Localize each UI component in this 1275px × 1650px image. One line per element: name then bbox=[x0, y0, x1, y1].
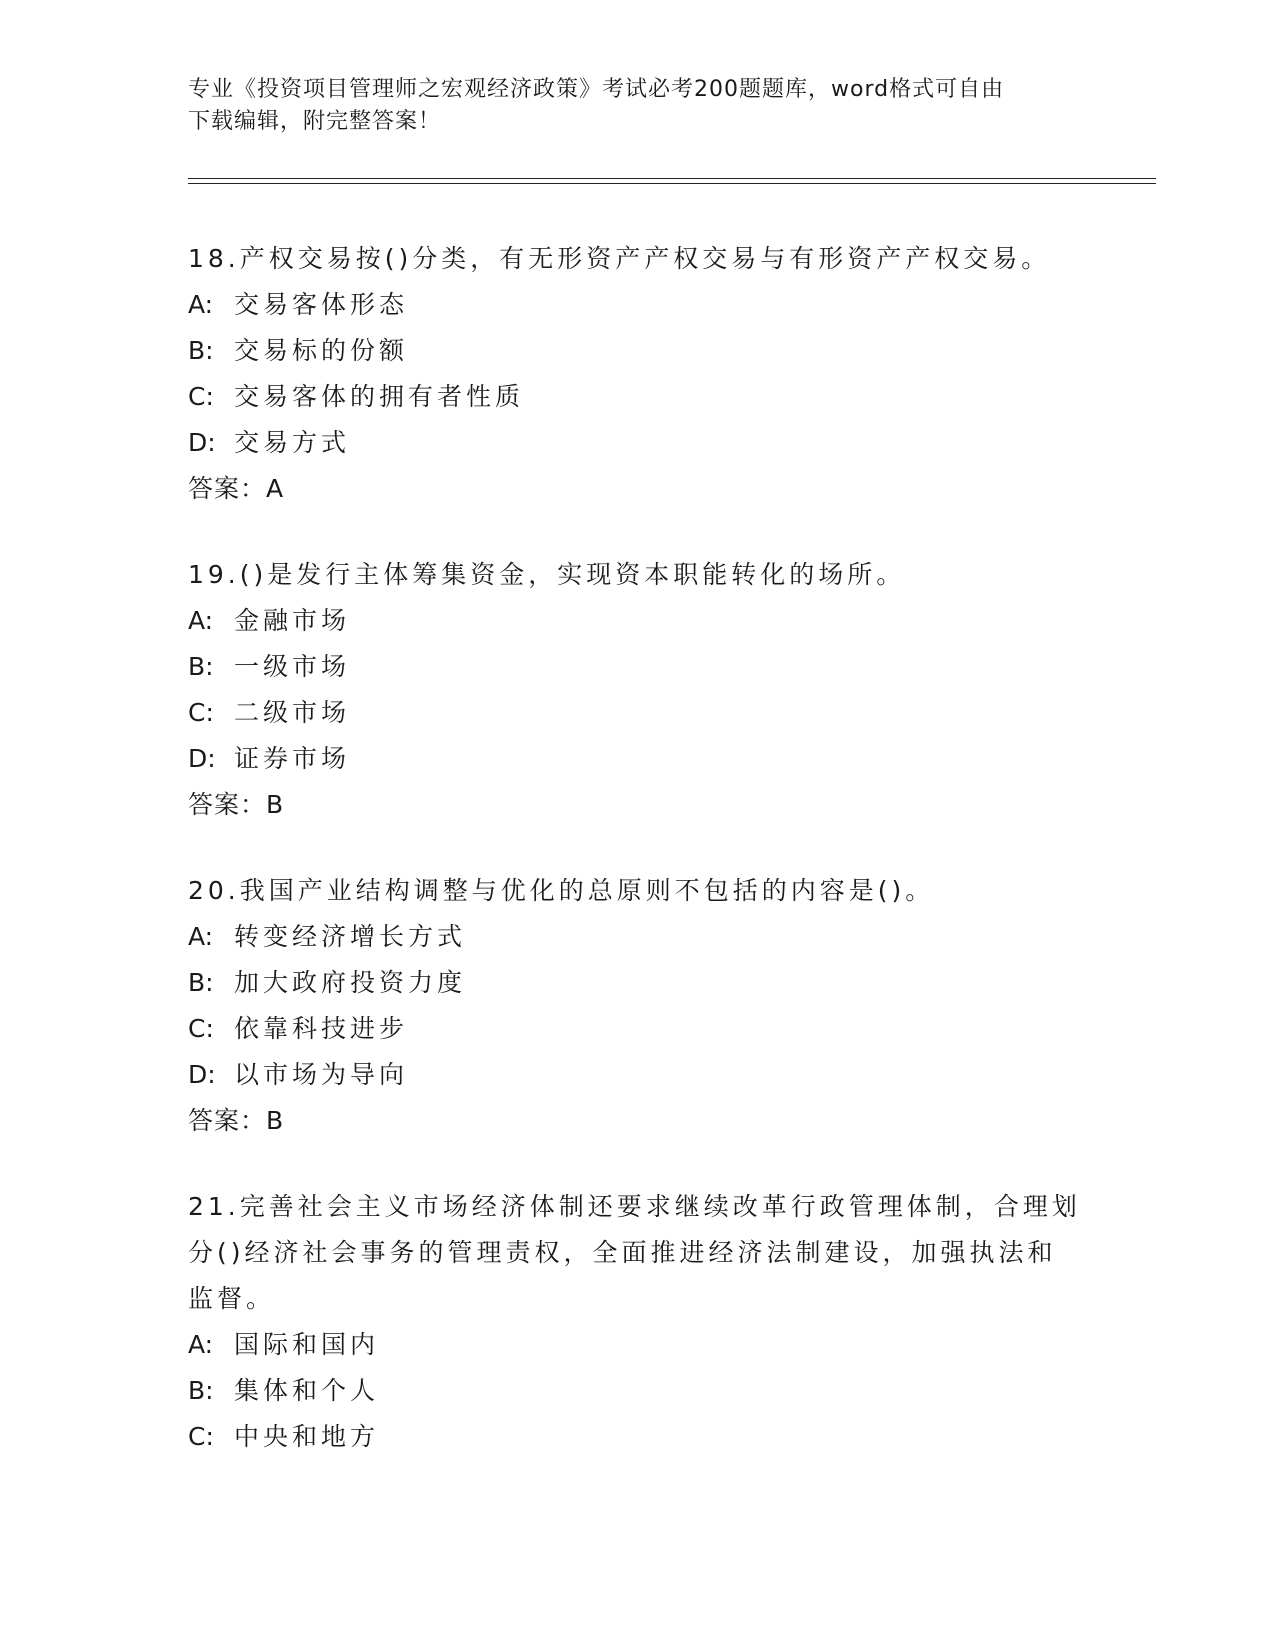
answer-line: 答案：A bbox=[188, 474, 285, 503]
option-letter: D: bbox=[188, 744, 216, 773]
option-b bbox=[188, 960, 1088, 1006]
option-c bbox=[188, 1414, 1088, 1460]
option-letter: C: bbox=[188, 1014, 214, 1043]
option-letter: A: bbox=[188, 606, 214, 635]
option-letter: C: bbox=[188, 382, 214, 411]
option-a bbox=[188, 914, 1088, 960]
option-d bbox=[188, 1052, 1088, 1098]
option-text: 证券市场 bbox=[234, 744, 351, 773]
question-stem-line-3: 监督。 bbox=[188, 1284, 276, 1313]
option-letter: B: bbox=[188, 968, 214, 997]
option-text: 集体和个人 bbox=[234, 1376, 380, 1405]
option-text: 交易客体的拥有者性质 bbox=[234, 382, 525, 411]
option-letter: C: bbox=[188, 698, 214, 727]
option-letter: A: bbox=[188, 922, 214, 951]
option-letter: D: bbox=[188, 1060, 216, 1089]
option-text: 以市场为导向 bbox=[234, 1060, 409, 1089]
question-list bbox=[188, 236, 1088, 1500]
option-c bbox=[188, 374, 1088, 420]
question-18 bbox=[188, 236, 1088, 512]
option-text: 转变经济增长方式 bbox=[234, 922, 467, 951]
option-letter: D: bbox=[188, 428, 216, 457]
header-rule-bottom bbox=[188, 183, 1156, 184]
option-d bbox=[188, 420, 1088, 466]
header-line-2: 下载编辑，附完整答案！ bbox=[188, 109, 442, 134]
option-text: 加大政府投资力度 bbox=[234, 968, 467, 997]
option-letter: B: bbox=[188, 652, 214, 681]
option-text: 金融市场 bbox=[234, 606, 351, 635]
option-text: 交易客体形态 bbox=[234, 290, 409, 319]
option-c bbox=[188, 690, 1088, 736]
option-letter: B: bbox=[188, 1376, 214, 1405]
option-text: 交易方式 bbox=[234, 428, 351, 457]
question-stem: 18.产权交易按()分类，有无形资产产权交易与有形资产产权交易。 bbox=[188, 244, 1051, 273]
question-stem-line-2: 分()经济社会事务的管理责权，全面推进经济法制建设，加强执法和 bbox=[188, 1238, 1057, 1267]
option-letter: A: bbox=[188, 1330, 214, 1359]
option-letter: B: bbox=[188, 336, 214, 365]
question-21 bbox=[188, 1184, 1088, 1460]
question-20 bbox=[188, 868, 1088, 1144]
option-b bbox=[188, 328, 1088, 374]
option-b bbox=[188, 644, 1088, 690]
option-a bbox=[188, 1322, 1088, 1368]
question-stem: 20.我国产业结构调整与优化的总原则不包括的内容是()。 bbox=[188, 876, 935, 905]
option-text: 一级市场 bbox=[234, 652, 351, 681]
option-a bbox=[188, 598, 1088, 644]
answer-line: 答案：B bbox=[188, 1106, 285, 1135]
question-stem-line-1: 21.完善社会主义市场经济体制还要求继续改革行政管理体制，合理划 bbox=[188, 1192, 1081, 1221]
option-text: 二级市场 bbox=[234, 698, 351, 727]
option-letter: A: bbox=[188, 290, 214, 319]
question-19 bbox=[188, 552, 1088, 828]
question-stem: 19.()是发行主体筹集资金，实现资本职能转化的场所。 bbox=[188, 560, 906, 589]
option-d bbox=[188, 736, 1088, 782]
option-b bbox=[188, 1368, 1088, 1414]
option-text: 中央和地方 bbox=[234, 1422, 380, 1451]
header-rule-top bbox=[188, 178, 1156, 179]
option-text: 依靠科技进步 bbox=[234, 1014, 409, 1043]
option-text: 交易标的份额 bbox=[234, 336, 409, 365]
option-a bbox=[188, 282, 1088, 328]
option-c bbox=[188, 1006, 1088, 1052]
option-text: 国际和国内 bbox=[234, 1330, 380, 1359]
option-letter: C: bbox=[188, 1422, 214, 1451]
header-line-1: 专业《投资项目管理师之宏观经济政策》考试必考200题题库，word格式可自由 bbox=[188, 77, 1005, 102]
document-header bbox=[188, 74, 1088, 138]
answer-line: 答案：B bbox=[188, 790, 285, 819]
